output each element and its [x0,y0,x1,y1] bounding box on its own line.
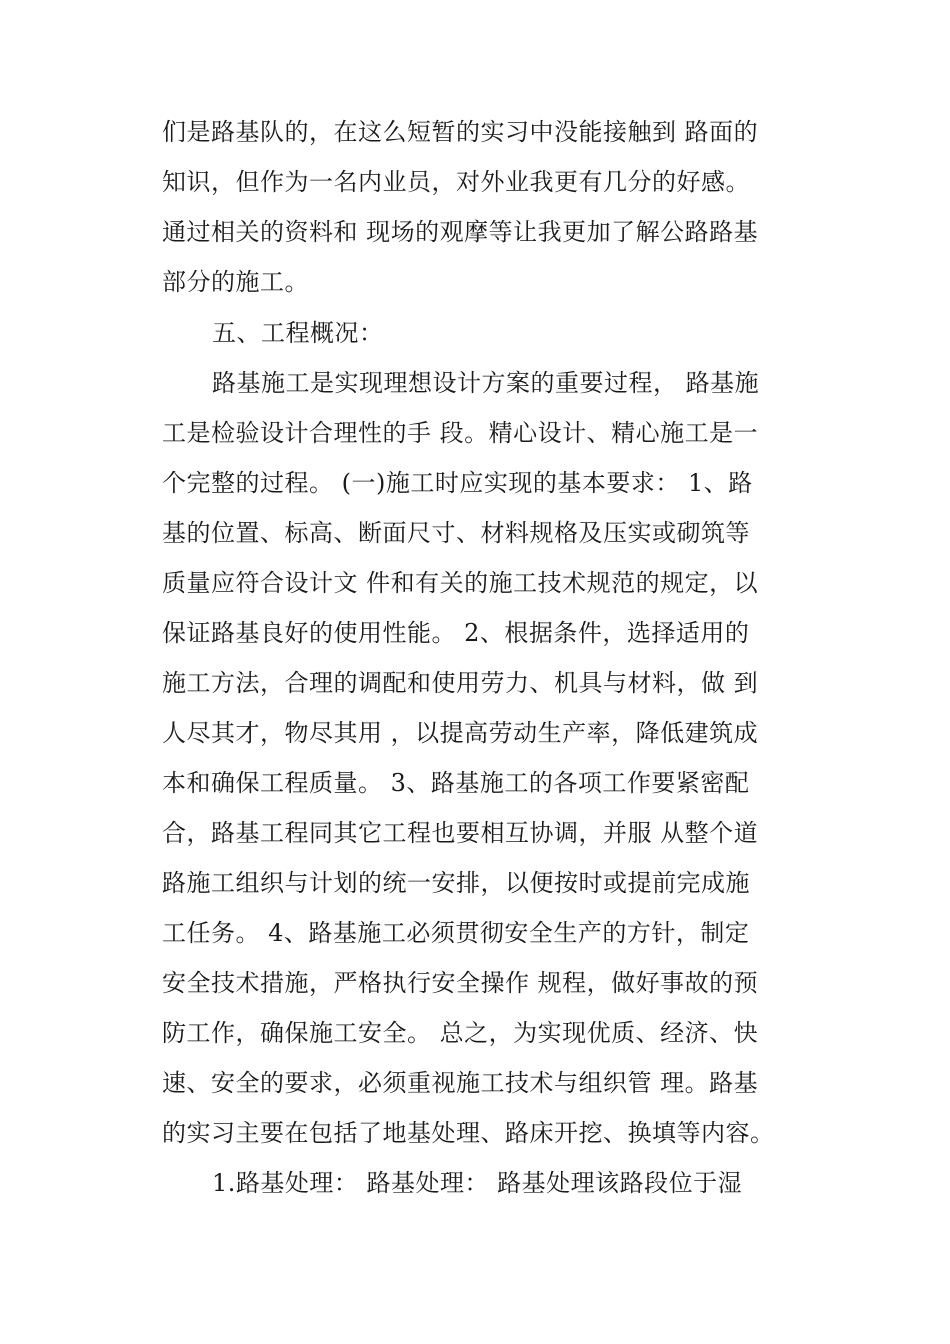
text-line: 防工作，确保施工安全。 总之，为实现优质、经济、快 [162,1019,759,1047]
text-line: 质量应符合设计文 件和有关的施工技术规范的规定，以 [162,569,759,597]
text-line: 部分的施工。 [162,268,309,296]
text-line: 保证路基良好的使用性能。 2、根据条件，选择适用的 [162,619,750,647]
text-line: 本和确保工程质量。 3、路基施工的各项工作要紧密配 [162,769,750,797]
text-line: 工是检验设计合理性的手 段。精心设计、精心施工是一 [162,419,759,447]
text-line: 速、安全的要求，必须重视施工技术与组织管 理。路基 [162,1069,759,1097]
text-line: 施工方法，合理的调配和使用劳力、机具与材料，做 到 [162,669,759,697]
text-line: 路基施工是实现理想设计方案的重要过程， 路基施 [212,369,760,397]
text-line: 1.路基处理： 路基处理： 路基处理该路段位于湿 [212,1169,743,1197]
text-line: 路施工组织与计划的统一安排，以便按时或提前完成施 [162,869,750,897]
text-line: 知识，但作为一名内业员，对外业我更有几分的好感。 [162,168,750,196]
text-line: 基的位置、标高、断面尺寸、材料规格及压实或砌筑等 [162,519,750,547]
text-line: 的实习主要在包括了地基处理、路床开挖、换填等内容。 [162,1119,775,1147]
text-line: 人尽其才，物尽其用 ，以提高劳动生产率，降低建筑成 [162,719,759,747]
text-line: 通过相关的资料和 现场的观摩等让我更加了解公路路基 [162,218,759,246]
text-line: 个完整的过程。 (一)施工时应实现的基本要求： 1、路 [162,469,753,497]
section-heading: 五、工程概况： [212,319,384,347]
text-line: 工任务。 4、路基施工必须贯彻安全生产的方针，制定 [162,919,750,947]
text-line: 合，路基工程同其它工程也要相互协调，并服 从整个道 [162,819,759,847]
text-line: 们是路基队的，在这么短暂的实习中没能接触到 路面的 [162,118,759,146]
text-line: 安全技术措施，严格执行安全操作 规程，做好事故的预 [162,969,759,997]
